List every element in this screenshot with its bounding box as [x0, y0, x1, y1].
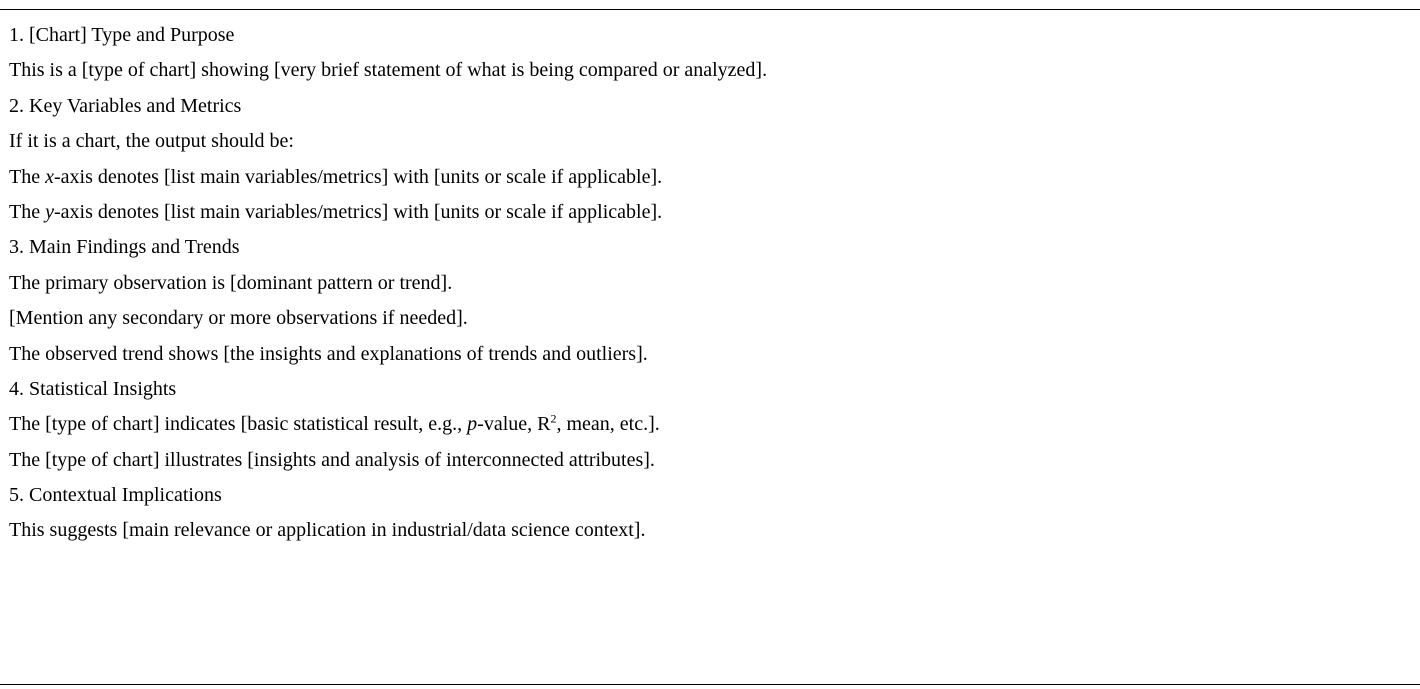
p-variable-italic: p [467, 413, 478, 436]
table-row-15 [0, 520, 1420, 555]
secondary-observations: [Mention any secondary or more observations if needed]. [9, 307, 468, 330]
table-row-7 [0, 237, 1420, 272]
table-row-10 [0, 344, 1420, 379]
table-row-13 [0, 450, 1420, 485]
section-heading-statistical-insights: 4. Statistical Insights [9, 377, 177, 400]
table-row-9 [0, 308, 1420, 343]
y-axis-text-start: The [9, 200, 46, 223]
x-variable-italic: x [45, 165, 54, 188]
x-axis-text-end: -axis denotes [list main variables/metrics] with [units or scale if applicable]. [53, 165, 663, 188]
table-row-6 [0, 202, 1420, 237]
table-row-5 [0, 167, 1420, 202]
statistical-result-middle: -value, R [477, 413, 551, 436]
section-heading-main-findings: 3. Main Findings and Trends [9, 236, 240, 259]
contextual-relevance: This suggests [main relevance or application in industrial/data science context]. [9, 519, 646, 542]
statistical-result-start: The [type of chart] indicates [basic statistical result, e.g., [9, 413, 468, 436]
table-row-2 [0, 60, 1420, 95]
table-row-1 [0, 25, 1420, 60]
y-variable-italic: y [45, 200, 54, 223]
section-heading-contextual-implications: 5. Contextual Implications [9, 484, 222, 507]
table-bottom-rule [0, 684, 1420, 685]
chart-output-intro: If it is a chart, the output should be: [9, 130, 294, 153]
table-body [0, 25, 1420, 556]
primary-observation: The primary observation is [dominant pattern or trend]. [9, 271, 453, 294]
x-axis-text-start: The [9, 165, 46, 188]
table-row-12 [0, 411, 1420, 449]
table-row-3 [0, 96, 1420, 131]
observed-trend: The observed trend shows [the insights and explanations of trends and outliers]. [9, 342, 648, 365]
statistical-result-end: , mean, etc.]. [556, 413, 660, 436]
r-squared-superscript: 2 [550, 411, 557, 426]
table-top-rule [0, 9, 1420, 10]
table-row-8 [0, 273, 1420, 308]
table-row-4 [0, 131, 1420, 166]
table-row-11 [0, 379, 1420, 414]
section-heading-chart-type: 1. [Chart] Type and Purpose [9, 24, 235, 46]
y-axis-text-end: -axis denotes [list main variables/metrics] with [units or scale if applicable]. [53, 200, 663, 223]
interconnected-attributes: The [type of chart] illustrates [insights and analysis of interconnected attributes]. [9, 448, 655, 471]
chart-type-statement: This is a [type of chart] showing [very brief statement of what is being compared or analyzed]. [9, 59, 768, 82]
table-row-14 [0, 485, 1420, 520]
section-heading-key-variables: 2. Key Variables and Metrics [9, 94, 242, 117]
